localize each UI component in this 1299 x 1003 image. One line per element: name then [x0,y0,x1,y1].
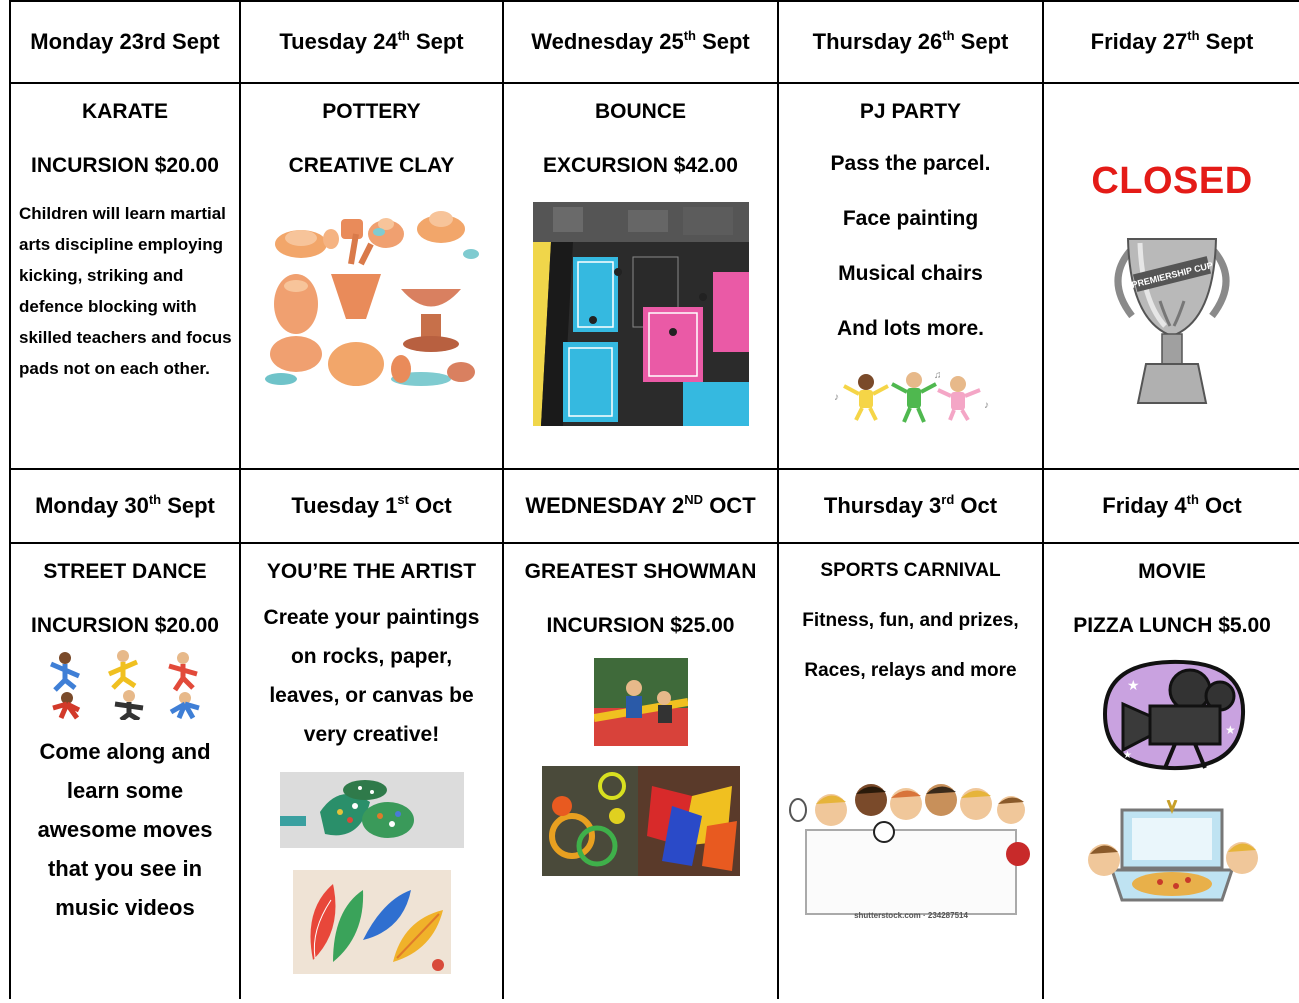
activity-bounce [503,83,778,469]
closed-label: CLOSED [1091,160,1253,202]
description-line: that you see in [47,856,203,881]
activity-title: YOU’RE THE ARTIST [266,560,477,583]
activity-greatest-showman [503,543,778,999]
trophy-icon [1110,231,1234,411]
painted-leaves-photo [293,870,451,974]
description-line: very creative! [303,723,440,746]
activity-price: PIZZA LUNCH $5.00 [1073,614,1271,637]
description-line: leaves, or canvas be [269,684,474,707]
activity-line: Fitness, fun, and prizes, [802,610,1019,631]
activity-artist [240,543,503,999]
trophy-engraving: PREMIERSHIP CUP [1130,260,1214,290]
week1-activity-row [10,83,1299,469]
pizza-box-illustration [1072,800,1272,912]
svg-text:♪: ♪ [833,392,839,403]
list-item: Face painting [842,207,979,230]
description-line: awesome moves [37,817,213,842]
activity-title: SPORTS CARNIVAL [820,560,1001,581]
activity-subtitle: CREATIVE CLAY [288,154,455,177]
list-item: And lots more. [836,317,984,340]
activity-movie [1043,543,1299,999]
day-header-thu-26: Thursday 26th Sept [778,1,1043,83]
sports-kids-illustration [786,770,1036,920]
activity-sports-carnival [778,543,1043,999]
day-header-mon-30: Monday 30th Sept [10,469,240,543]
activity-title: KARATE [82,100,168,123]
activity-list [779,136,1042,356]
activity-table [9,0,1299,999]
day-header-fri-4: Friday 4th Oct [1043,469,1299,543]
movie-camera-icon [1095,654,1249,774]
image-caption: shutterstock.com · 234287514 [853,911,968,920]
activity-title: GREATEST SHOWMAN [524,560,757,583]
activity-street-dance [10,543,240,999]
day-header-thu-3: Thursday 3rd Oct [778,469,1043,543]
week1-header-row [10,1,1299,83]
description-line: Create your paintings [263,606,480,629]
circus-activity-photo [594,658,688,746]
activity-pj-party [778,83,1043,469]
day-closed [1043,83,1299,469]
day-header-wed-25: Wednesday 25th Sept [503,1,778,83]
painted-rocks-photo [280,772,464,848]
dancers-illustration [43,648,207,720]
description-line: learn some [66,778,184,803]
activity-line: Races, relays and more [804,660,1017,681]
description-line: music videos [55,895,195,920]
day-header-wed-2: WEDNESDAY 2ND OCT [503,469,778,543]
day-header-tue-24: Tuesday 24th Sept [240,1,503,83]
trampoline-park-photo [533,202,749,426]
day-header-mon-23: Monday 23rd Sept [10,1,240,83]
day-header-fri-27: Friday 27th Sept [1043,1,1299,83]
svg-text:★: ★ [1123,750,1132,761]
activity-title: MOVIE [1138,560,1206,583]
week2-header-row [10,469,1299,543]
pottery-illustration [261,194,483,394]
activity-title: BOUNCE [594,100,686,123]
activity-price: INCURSION $25.00 [546,614,735,637]
activity-price: INCURSION $20.00 [31,154,219,177]
activity-price: EXCURSION $42.00 [543,154,738,177]
list-item: Pass the parcel. [830,152,991,175]
svg-text:♪: ♪ [983,400,989,411]
activity-description: Children will learn martial arts discipline employing kicking, striking and defence blocking with skilled teachers and focus pads not on each other. [19,204,232,378]
description-line: on rocks, paper, [290,645,453,668]
svg-text:★: ★ [1127,677,1140,693]
activity-title: STREET DANCE [43,560,207,583]
day-header-tue-1: Tuesday 1st Oct [240,469,503,543]
svg-text:★: ★ [1225,723,1236,737]
svg-text:♫: ♫ [933,370,941,381]
description-line: Come along and [39,739,211,764]
week2-activity-row [10,543,1299,999]
activity-pottery [240,83,503,469]
activity-title: PJ PARTY [859,100,962,123]
list-item: Musical chairs [838,262,983,285]
pj-kids-illustration [826,370,996,424]
activity-title: POTTERY [322,100,421,123]
schedule-grid [9,0,1299,1003]
activity-description [11,732,239,927]
activity-karate [10,83,240,469]
circus-props-photo [542,766,740,876]
activity-description [241,598,502,754]
activity-price: INCURSION $20.00 [31,614,219,637]
